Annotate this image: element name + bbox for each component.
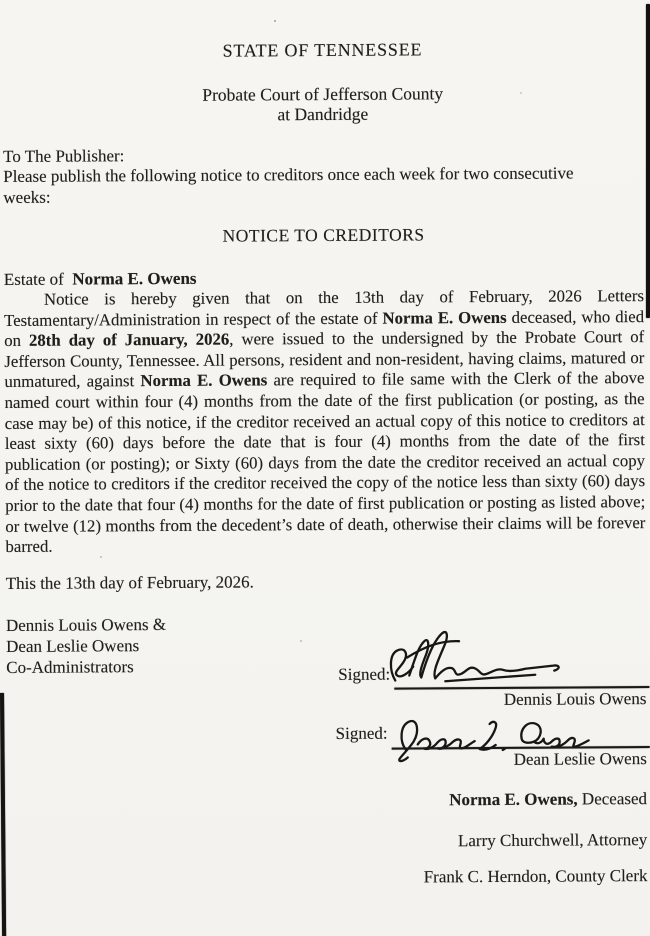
signed-label-1: Signed: (338, 664, 391, 684)
county-clerk-line: Frank C. Herndon, County Clerk (423, 866, 648, 887)
administrators-block (6, 614, 166, 678)
publisher-salutation: To The Publisher: (3, 146, 125, 166)
notice-title: NOTICE TO CREDITORS (222, 224, 425, 246)
signature-scribble-dennis (387, 628, 569, 691)
estate-line: Estate of Norma E. Owens (3, 268, 197, 289)
publisher-instruction-line-1: Please publish the following notice to creditors once each week for two consecutive (3, 163, 574, 187)
header-location-line: at Dandridge (277, 103, 369, 125)
header-state-line: STATE OF TENNESSEE (222, 39, 423, 61)
signed-label-2: Signed: (335, 723, 388, 743)
signature-name-1: Dennis Louis Owens (503, 689, 647, 709)
scan-edge-artifact-right (646, 4, 650, 318)
header-court-line: Probate Court of Jefferson County (202, 83, 444, 105)
notice-body-paragraph: Notice is hereby given that on the 13th day of February, 2026 Letters Testamentary/Administration in respect of the estate of Norma E. Owens deceased, who died on 28th day of January, 2026, were issued to the undersigned by the Probate Court of Jefferson County, Tennessee. All persons, resident and non-resident, having claims, matured or unmatured, against Norma E. Owens are required to file same with the Clerk of the above named court within four (4) months from the date of the first publication (or posting, as the case may be) of this notice, if the creditor received an actual copy of this notice to creditors at least sixty (60) days before the date that is four (4) months from the date of the first publication (or posting); or Sixty (60) days from the date the creditor received an actual copy of the notice to creditors if the creditor received the copy of the notice less than sixty (60) days prior to the date that four (4) months for the date of first publication or posting as listed above; or twelve (12) months from the decedent’s date of death, otherwise their claims will be forever barred. (4, 286, 646, 557)
scan-speck-artifacts (274, 20, 276, 22)
publisher-instruction-line-2: weeks: (3, 187, 51, 207)
attorney-line: Larry Churchwell, Attorney (457, 830, 648, 851)
publisher-block (3, 143, 645, 208)
administrator-role-line: Co-Administrators (6, 657, 134, 677)
administrator-line-2: Dean Leslie Owens (6, 636, 140, 656)
dated-line: This the 13th day of February, 2026. (5, 572, 254, 593)
deceased-line: Norma E. Owens, Deceased (449, 789, 648, 810)
administrator-line-1: Dennis Louis Owens & (5, 614, 167, 635)
signature-name-2: Dean Leslie Owens (513, 749, 647, 769)
